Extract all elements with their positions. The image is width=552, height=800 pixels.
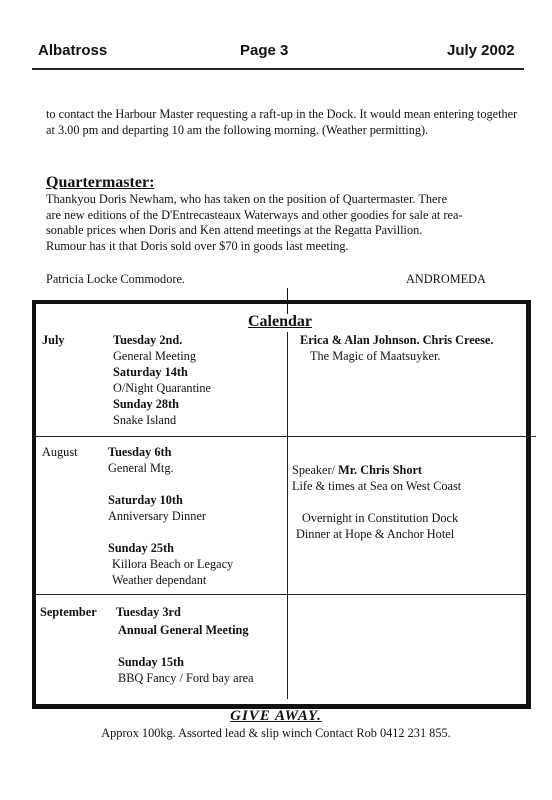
calendar-box	[32, 300, 531, 709]
event-description: Annual General Meeting	[118, 623, 249, 637]
quartermaster-heading: Quartermaster:	[46, 174, 155, 191]
calendar-row-divider	[36, 436, 536, 437]
july-speakers: Erica & Alan Johnson. Chris Creese.	[300, 333, 494, 347]
event-date: Sunday 15th	[118, 655, 184, 669]
event-description: General Mtg.	[108, 461, 174, 475]
month-july: July	[42, 333, 65, 347]
speaker-name: Mr. Chris Short	[338, 463, 423, 477]
event-description: General Meeting	[113, 349, 196, 363]
event-description: O/Night Quarantine	[113, 381, 212, 395]
page-number: Page 3	[240, 42, 289, 59]
quartermaster-line: are new editions of the D'Entrecasteaux Waterways and other goodies for sale at rea-	[46, 207, 463, 222]
signature-boat: ANDROMEDA	[406, 272, 486, 286]
event-description: BBQ Fancy / Ford bay area	[118, 671, 254, 685]
issue-date: July 2002	[447, 42, 515, 59]
month-august: August	[42, 445, 78, 459]
give-away-heading: GIVE AWAY.	[230, 708, 322, 724]
calendar-row-divider	[36, 594, 526, 595]
quartermaster-text	[46, 192, 524, 254]
event-date: Saturday 14th	[113, 365, 188, 379]
intro-paragraph: to contact the Harbour Master requesting a raft-up in the Dock. It would mean entering together at 3.00 pm and departing 10 am the following morning. (Weather permitting).	[46, 107, 518, 137]
header-rule	[32, 68, 524, 70]
event-description: Weather dependant	[112, 573, 207, 587]
quartermaster-line: Rumour has it that Doris sold over $70 in goods last meeting.	[46, 238, 349, 253]
event-date: Tuesday 2nd.	[113, 333, 183, 347]
newsletter-title: Albatross	[38, 42, 108, 59]
event-date: Tuesday 6th	[108, 445, 172, 459]
august-talk-title: Life & times at Sea on West Coast	[292, 479, 462, 493]
event-date: Saturday 10th	[108, 493, 183, 507]
event-description: Anniversary Dinner	[108, 509, 207, 523]
signature-commodore: Patricia Locke Commodore.	[46, 272, 185, 286]
august-speaker	[292, 462, 422, 478]
event-date: Tuesday 3rd	[116, 605, 181, 619]
speaker-label: Speaker/	[292, 463, 339, 477]
month-september: September	[40, 605, 97, 619]
event-date: Sunday 28th	[113, 397, 179, 411]
quartermaster-line: sonable prices when Doris and Ken attend meetings at the Regatta Pavillion.	[46, 223, 423, 237]
calendar-column-divider	[287, 332, 288, 699]
calendar-title: Calendar	[248, 313, 312, 330]
event-description: Killora Beach or Legacy	[112, 557, 234, 571]
august-dinner: Dinner at Hope & Anchor Hotel	[296, 527, 455, 541]
give-away-text: Approx 100kg. Assorted lead & slip winch Contact Rob 0412 231 855.	[101, 726, 451, 740]
quartermaster-line: Thankyou Doris Newham, who has taken on the position of Quartermaster. There	[46, 192, 448, 206]
page-header	[0, 42, 552, 66]
event-date: Sunday 25th	[108, 541, 174, 555]
event-description: Snake Island	[113, 413, 177, 427]
july-talk-title: The Magic of Maatsuyker.	[310, 349, 441, 363]
august-overnight: Overnight in Constitution Dock	[302, 511, 459, 525]
